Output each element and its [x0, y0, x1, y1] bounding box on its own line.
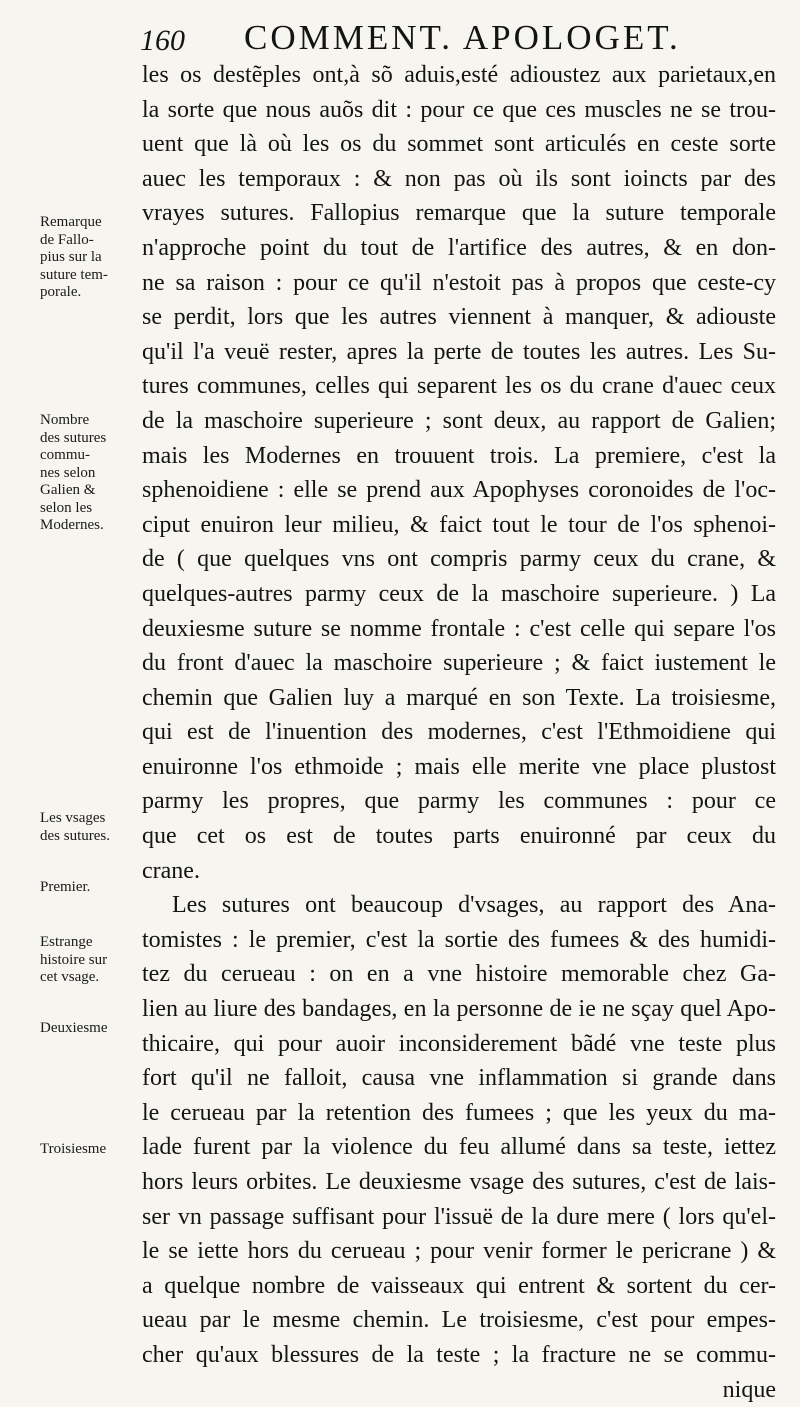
text-line: le cerueau par la retention des fumees ; que les yeux du ma- — [142, 1099, 776, 1126]
text-line: tures communes, celles qui separent les os du crane d'auec ceux — [142, 373, 776, 400]
page-header — [140, 18, 780, 62]
text-line: fort qu'il ne falloit, causa vne inflammation si grande dans — [142, 1065, 776, 1092]
text-line: lade furent par la violence du feu allumé dans sa teste, iettez — [142, 1134, 776, 1161]
text-line: parmy les propres, que parmy les communes : pour ce — [142, 788, 776, 815]
text-line: ciput enuiron leur milieu, & faict tout le tour de l'os sphenoi- — [142, 511, 776, 538]
text-line: a quelque nombre de vaisseaux qui entrent & sortent du cer- — [142, 1272, 776, 1299]
margin-note-estrange-histoire: Estrange histoire sur cet vsage. — [40, 934, 108, 985]
text-line: n'approche point du tout de l'artifice des autres, & en don- — [142, 234, 776, 261]
text-line: vrayes sutures. Fallopius remarque que la suture temporale — [142, 200, 776, 227]
text-line: qu'il l'a veuë rester, apres la perte de toutes les autres. Les Su- — [142, 338, 776, 365]
text-line: mais les Modernes en trouuent trois. La premiere, c'est la — [142, 442, 776, 469]
text-line: thicaire, qui pour auoir inconsiderement bãdé vne teste plus — [142, 1030, 776, 1057]
text-line: hors leurs orbites. Le deuxiesme vsage des sutures, c'est de lais- — [142, 1169, 776, 1195]
text-line: sphenoidiene : elle se prend aux Apophyses coronoides de l'oc- — [142, 477, 776, 504]
margin-note-fallopius: Remarque de Fallo- pius sur la suture tem- porale. — [40, 214, 108, 300]
text-line: lien au liure des bandages, en la personne de ie ne sçay quel Apo- — [142, 996, 776, 1023]
margin-note-vsages: Les vsages des sutures. — [40, 810, 110, 844]
text-line: du front d'auec la maschoire superieure ; & faict iustement le — [142, 650, 776, 677]
margin-note-premier: Premier. — [40, 879, 91, 895]
text-line: uent que là où les os du sommet sont articulés en ceste sorte — [142, 131, 776, 158]
text-line: ser vn passage suffisant pour l'issuë de la dure mere ( lors qu'el- — [142, 1203, 776, 1230]
page-number: 160 — [140, 24, 185, 57]
text-line: de la maschoire superieure ; sont deux, au rapport de Galien; — [142, 407, 776, 434]
text-line: auec les temporaux : & non pas où ils sont ioincts par des — [142, 165, 776, 192]
text-line: le se iette hors du cerueau ; pour venir former le pericrane ) & — [142, 1238, 776, 1265]
text-line: ne sa raison : pour ce qu'il n'estoit pas à propos que ceste-cy — [142, 269, 776, 296]
text-line: qui est de l'inuention des modernes, c'est l'Ethmoidiene qui — [142, 719, 776, 746]
text-line: Les sutures ont beaucoup d'vsages, au rapport des Ana- — [172, 892, 776, 919]
text-line: cher qu'aux blessures de la teste ; la fracture ne se commu- — [142, 1341, 776, 1368]
text-line: deuxiesme suture se nomme frontale : c'est celle qui separe l'os — [142, 615, 776, 642]
catchword: nique — [722, 1376, 776, 1403]
text-line: de ( que quelques vns ont compris parmy ceux du crane, & — [142, 546, 776, 573]
text-line: que cet os est de toutes parts enuironné par ceux du — [142, 823, 776, 850]
text-line: tez du cerueau : on en a vne histoire memorable chez Ga- — [142, 961, 776, 988]
running-title: COMMENT. APOLOGET. — [244, 18, 681, 57]
body-text — [142, 58, 776, 1407]
text-line: quelques-autres parmy ceux de la maschoire superieure. ) La — [142, 580, 776, 607]
text-line: les os destẽples ont,à sõ aduis,esté adioustez aux parietaux,en — [142, 62, 776, 88]
margin-note-deuxiesme: Deuxiesme — [40, 1020, 108, 1036]
margin-note-troisiesme: Troisiesme — [40, 1141, 107, 1157]
text-line: ueau par le mesme chemin. Le troisiesme, c'est pour empes- — [142, 1307, 776, 1334]
text-line: la sorte que nous auõs dit : pour ce que ces muscles ne se trou- — [142, 96, 776, 123]
text-line: chemin que Galien luy a marqué en son Texte. La troisiesme, — [142, 684, 776, 711]
text-line: enuironne l'os ethmoide ; mais elle merite vne place plustost — [142, 753, 776, 780]
margin-note-nombre-sutures: Nombre des sutures commu- nes selon Galien & selon les Modernes. — [40, 412, 107, 533]
text-line: se perdit, lors que les autres viennent à manquer, & adiouste — [142, 304, 776, 331]
text-line: tomistes : le premier, c'est la sortie des fumees & des humidi- — [142, 926, 776, 953]
text-line: crane. — [142, 857, 200, 884]
